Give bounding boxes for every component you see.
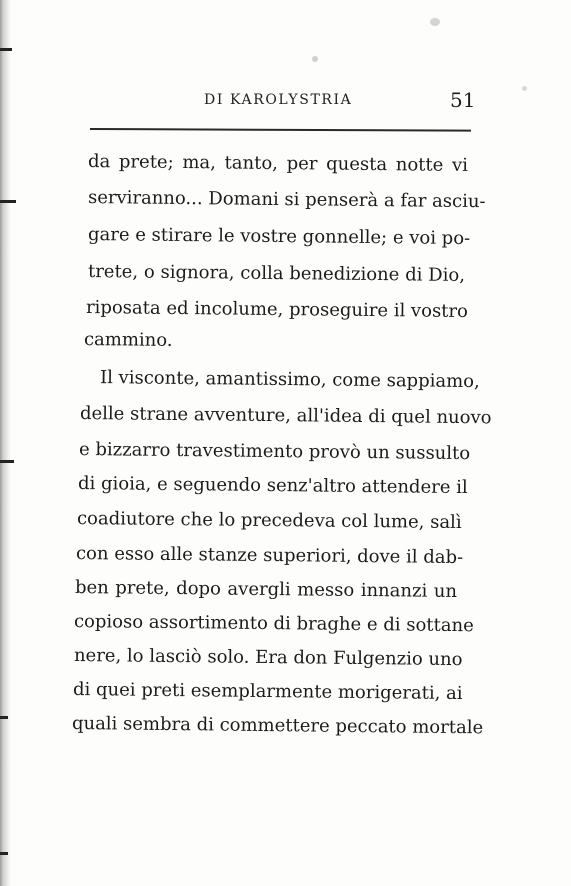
text-line: di quei preti esemplarmente morigerati, ai [72,679,463,705]
text-line: copioso assortimento di braghe e di sottane [73,610,474,637]
page-number: 51 [450,88,476,112]
text-line: Il visconte, amantissimo, come sappiamo, [99,367,480,393]
text-line: e bizzarro travestimento provò un sussulto [78,439,471,465]
text-line: ben prete, dopo avergli messo innanzi un [74,577,458,602]
text-line: gare e stirare le vostre gonnelle; e voi po- [87,224,471,250]
paper-speck [522,86,527,91]
binding-mark [0,200,16,203]
text-line: di gioia, e seguendo senz'altro attendere il [77,473,468,499]
text-line: coadiutore che lo precedeva col lume, salì [76,508,462,534]
binding-mark [0,716,8,719]
binding-edge [0,0,10,886]
paper-speck [430,18,440,26]
text-line: da prete; ma, tanto, per questa notte vi [87,151,469,176]
binding-mark [0,48,12,51]
text-line: serviranno... Domani si penserà a far asciu- [87,187,486,213]
text-line: con esso alle stanze superiori, dove il dab- [75,543,464,569]
text-line: delle strane avventure, all'idea di quel nuovo [79,403,492,429]
text-line: quali sembra di commettere peccato mortale [71,713,484,739]
paper-speck [312,56,318,62]
text-line: nere, lo lasciò solo. Era don Fulgenzio uno [73,645,463,671]
header-rule [90,128,471,132]
text-line: riposata ed incolume, proseguire il vostro [85,297,469,323]
running-head: DI KAROLYSTRIA [204,92,353,108]
binding-mark [0,460,14,463]
text-line: trete, o signora, colla benedizione di Dio, [87,261,466,286]
text-line: cammino. [83,329,173,351]
binding-mark [0,852,8,855]
